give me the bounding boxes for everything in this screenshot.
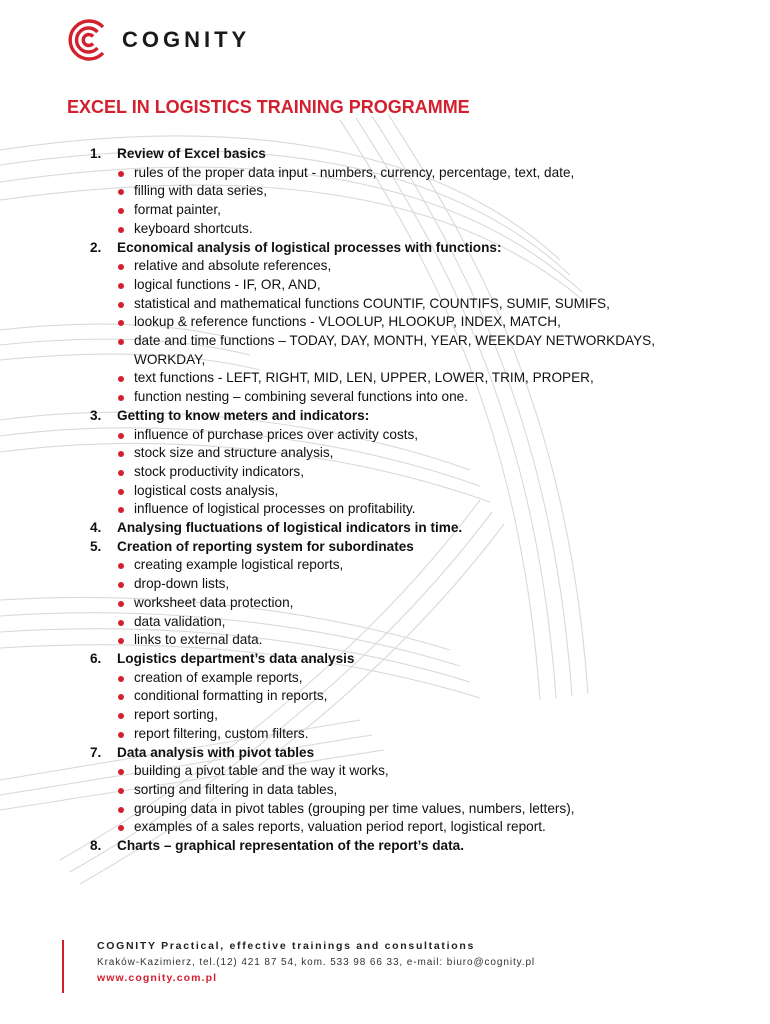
list-item: lookup & reference functions - VLOOLUP, HLOOKUP, INDEX, MATCH, [116,313,730,332]
list-item: influence of logistical processes on profitability. [116,500,730,519]
section-items [90,669,730,744]
programme-section [90,744,730,838]
section-number: 4. [90,520,102,536]
section-heading-text: Charts – graphical representation of the report’s data. [117,838,464,854]
section-heading-text: Review of Excel basics [117,146,266,161]
programme-section [90,519,730,538]
list-item: statistical and mathematical functions COUNTIF, COUNTIFS, SUMIF, SUMIFS, [116,295,730,314]
programme-section [90,407,730,519]
list-item: data validation, [116,613,730,632]
section-heading [90,407,730,426]
section-heading [90,744,730,763]
list-item: influence of purchase prices over activity costs, [116,426,730,445]
section-items [90,164,730,239]
cognity-logo-icon [66,18,110,62]
section-heading [90,650,730,669]
list-item: examples of a sales reports, valuation period report, logistical report. [116,818,730,837]
section-heading [90,239,730,258]
footer-tagline: COGNITY Practical, effective trainings and consultations [97,940,475,952]
brand-logo [66,18,250,62]
section-items [90,426,730,520]
list-item: drop-down lists, [116,575,730,594]
programme-section [90,145,730,239]
footer-website-link[interactable]: www.cognity.com.pl [97,972,218,984]
section-heading-text: Creation of reporting system for subordinates [117,538,414,554]
section-number: 5. [90,538,102,554]
list-item: links to external data. [116,631,730,650]
section-heading [90,145,730,164]
section-number: 6. [90,650,102,666]
section-number: 2. [90,239,102,255]
section-heading-text: Economical analysis of logistical processes with functions: [117,239,502,255]
section-heading [90,519,730,538]
list-item: stock size and structure analysis, [116,444,730,463]
list-item: text functions - LEFT, RIGHT, MID, LEN, UPPER, LOWER, TRIM, PROPER, [116,369,730,388]
programme-section [90,837,730,856]
list-item: creating example logistical reports, [116,556,730,575]
section-heading-text: Data analysis with pivot tables [117,744,315,760]
list-item: report sorting, [116,706,730,725]
programme-section [90,538,730,650]
document-title: EXCEL IN LOGISTICS TRAINING PROGRAMME [67,97,470,117]
list-item: function nesting – combining several functions into one. [116,388,730,407]
list-item: stock productivity indicators, [116,463,730,482]
list-item: filling with data series, [116,182,730,201]
list-item: worksheet data protection, [116,594,730,613]
list-item: creation of example reports, [116,669,730,688]
section-number: 1. [90,146,102,161]
list-item: keyboard shortcuts. [116,220,730,239]
list-item: relative and absolute references, [116,257,730,276]
section-items [90,257,730,407]
section-heading [90,837,730,856]
footer-accent-bar [62,940,64,993]
section-heading [90,538,730,557]
list-item: building a pivot table and the way it works, [116,762,730,781]
programme-section [90,239,730,407]
section-heading-text: Logistics department’s data analysis [117,650,355,666]
section-items [90,762,730,837]
list-item: logistical costs analysis, [116,482,730,501]
list-item: date and time functions – TODAY, DAY, MONTH, YEAR, WEEKDAY NETWORKDAYS, WORKDAY, [116,332,730,369]
programme-section [90,650,730,744]
section-heading-text: Analysing fluctuations of logistical indicators in time. [117,520,463,536]
section-number: 7. [90,744,102,760]
brand-name: COGNITY [122,27,251,52]
section-number: 3. [90,407,102,423]
footer-contact: Kraków-Kazimierz, tel.(12) 421 87 54, kom. 533 98 66 33, e-mail: biuro@cognity.pl [97,957,536,968]
section-number: 8. [90,838,102,854]
section-items [90,556,730,650]
list-item: conditional formatting in reports, [116,687,730,706]
list-item: rules of the proper data input - numbers, currency, percentage, text, date, [116,164,730,183]
training-programme-list [90,145,730,856]
list-item: grouping data in pivot tables (grouping per time values, numbers, letters), [116,800,730,819]
list-item: format painter, [116,201,730,220]
list-item: sorting and filtering in data tables, [116,781,730,800]
list-item: report filtering, custom filters. [116,725,730,744]
list-item: logical functions - IF, OR, AND, [116,276,730,295]
section-heading-text: Getting to know meters and indicators: [117,407,370,423]
